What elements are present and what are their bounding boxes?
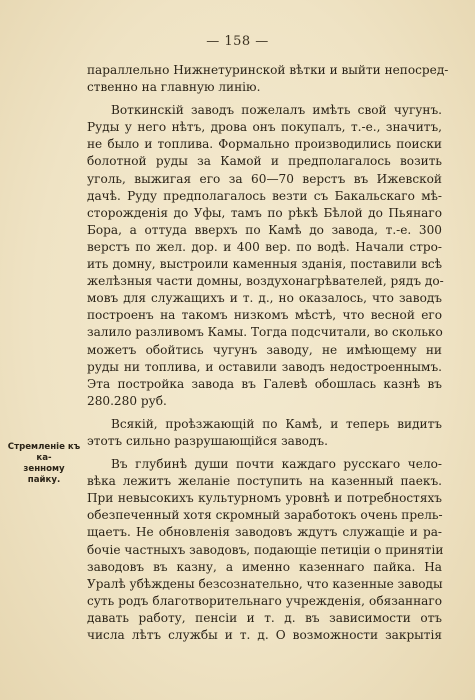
- text-line: давать работу, пенсіи и т. д. въ зависимости отъ: [87, 610, 442, 625]
- paragraph: [87, 456, 442, 644]
- text-line: ить домну, выстроили каменныя зданія, поставили всѣ: [87, 257, 442, 272]
- text-line: этотъ сильно разрушающійся заводъ.: [87, 433, 328, 448]
- text-line: построенъ на такомъ низкомъ мѣстѣ, что весной его: [87, 308, 442, 323]
- text-line: Уралѣ убѣждены безсознательно, что казенные заводы: [87, 576, 443, 591]
- margin-note-line: Стремленіе къ ка-: [7, 442, 81, 463]
- text-line: обезпеченный хотя скромный заработокъ очень прель-: [87, 508, 443, 523]
- text-line: дачѣ. Руду предполагалось везти съ Бакальскаго мѣ-: [87, 188, 442, 203]
- text-line: не было и топлива. Формально производились поиски: [87, 137, 442, 152]
- text-line: вѣка лежитъ желаніе поступить на казенный паекъ.: [87, 474, 442, 489]
- paragraph: [87, 416, 442, 450]
- text-line: числа лѣтъ службы и т. д. О возможности закрытія: [87, 628, 442, 642]
- paragraph: [87, 62, 449, 96]
- text-line: Въ глубинѣ души почти каждаго русскаго чело-: [111, 457, 442, 472]
- text-line: залило разливомъ Камы. Тогда подсчитали, во сколько: [87, 325, 443, 340]
- text-line: руды ни топлива, и оставили заводъ недостроеннымъ.: [87, 359, 442, 374]
- page-number: — 158 —: [206, 34, 269, 49]
- text-line: заводовъ въ казну, а именно казеннаго пайка. На: [87, 559, 442, 574]
- text-line: Руды у него нѣтъ, дрова онъ покупалъ, т.-е., значитъ,: [87, 120, 442, 135]
- text-line: суть родъ благотворительнаго учрежденія, обязаннаго: [87, 593, 442, 608]
- text-line: верстъ по жел. дор. и 400 вер. по водѣ. Начали стро-: [87, 239, 442, 254]
- text-line: сторожденія до Уфы, тамъ по рѣкѣ Бѣлой до Пьянаго: [87, 205, 442, 220]
- text-line: желѣзныя части домны, воздухонагрѣвателей, рядъ до-: [87, 274, 444, 289]
- text-line: Воткинскій заводъ пожелалъ имѣть свой чугунъ.: [111, 103, 442, 118]
- text-line: параллельно Нижнетуринской вѣтки и выйти непосред-: [87, 63, 449, 77]
- paragraph: [87, 102, 442, 410]
- text-line: При невысокихъ культурномъ уровнѣ и потребностяхъ: [87, 491, 442, 506]
- margin-note: [6, 442, 82, 486]
- text-line: мовъ для служащихъ и т. д., но оказалось, что заводъ: [87, 291, 442, 306]
- text-line: 280.280 руб.: [87, 393, 167, 408]
- body-text: [87, 62, 449, 644]
- text-line: болотной руды за Камой и предполагалось возить: [87, 154, 442, 169]
- text-line: бочіе частныхъ заводовъ, подающіе петиціи о принятіи: [87, 542, 444, 557]
- text-line: Всякій, проѣзжающій по Камѣ, и теперь видитъ: [111, 416, 442, 431]
- text-line: можетъ обойтись чугунъ заводу, не имѣющему ни: [87, 342, 442, 357]
- text-line: Бора, а оттуда вверхъ по Камѣ до завода, т.-е. 300: [87, 222, 442, 237]
- text-line: ственно на главную линію.: [87, 80, 261, 95]
- text-line: щаетъ. Не обновленія заводовъ ждутъ служащіе и ра-: [87, 525, 442, 540]
- text-line: Эта постройка завода въ Галевѣ обошлась казнѣ въ: [87, 376, 442, 391]
- text-line: уголь, выжигая его за 60—70 верстъ въ Ижевской: [87, 171, 442, 186]
- margin-note-line: зенному пайку.: [23, 464, 65, 485]
